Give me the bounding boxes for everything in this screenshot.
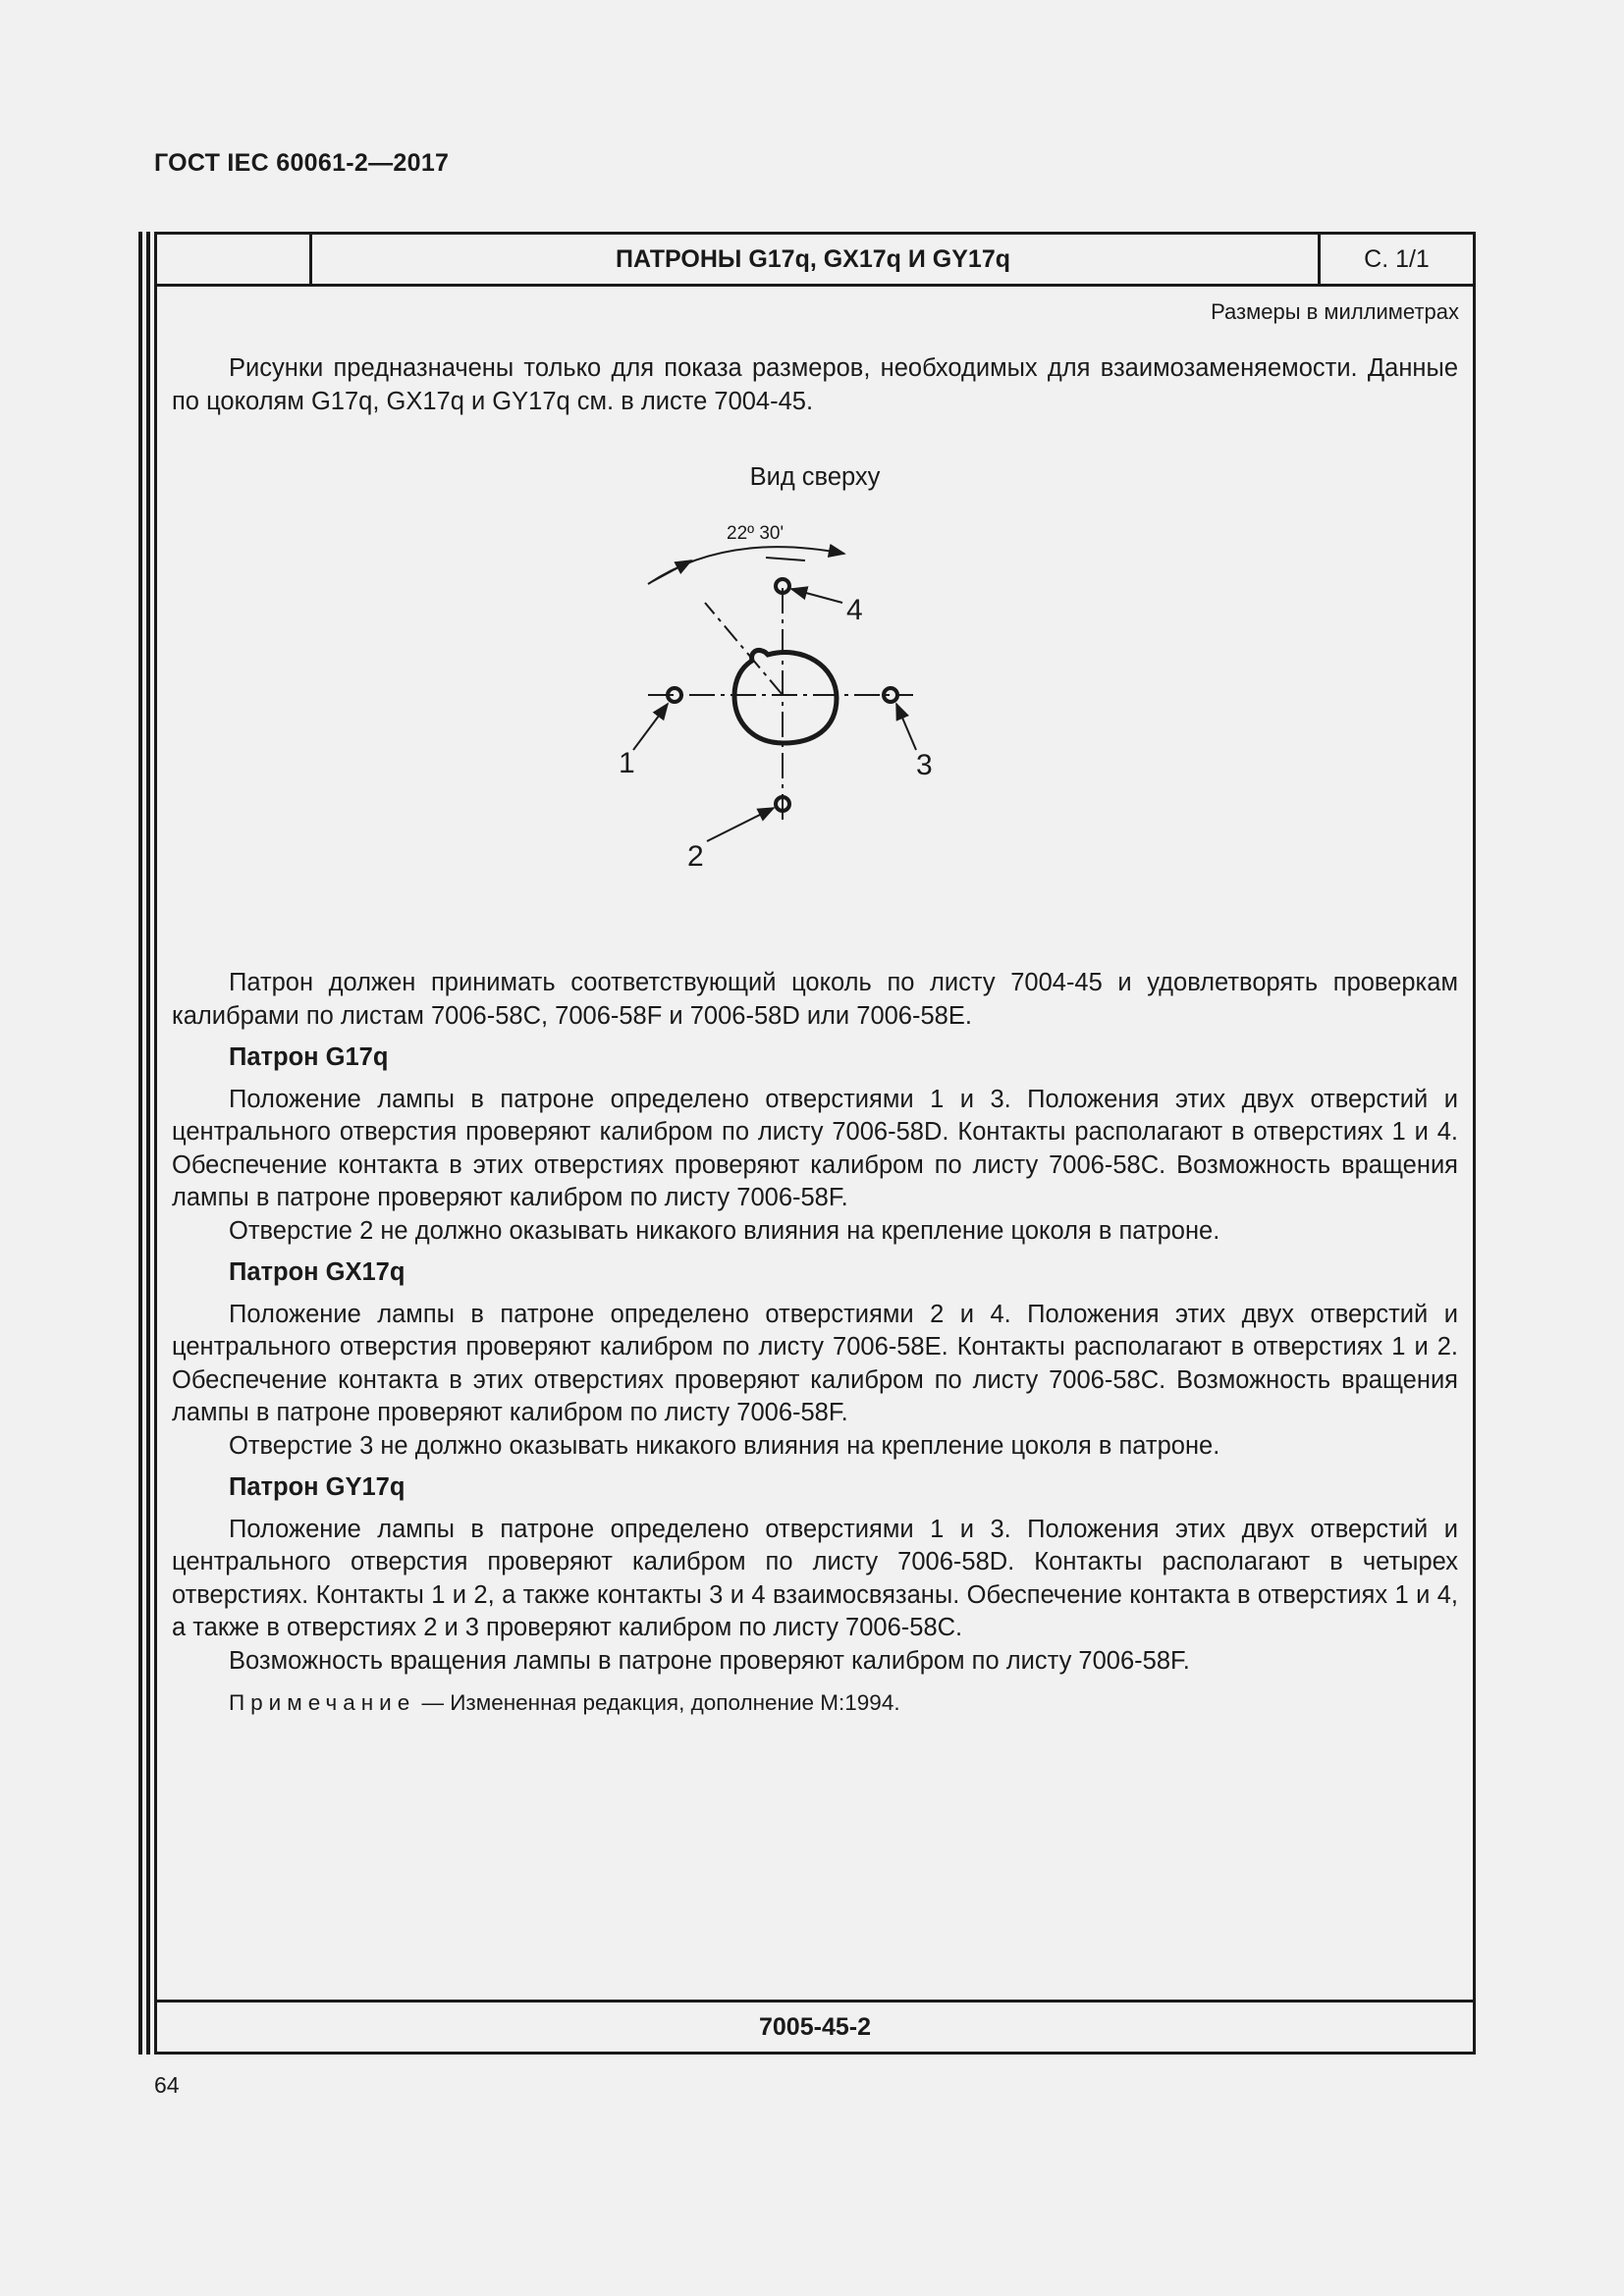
- note-label: Примечание: [229, 1690, 416, 1715]
- hole-label-4: 4: [846, 594, 863, 626]
- margin-bar-outer: [138, 232, 142, 2055]
- leader-2: [707, 808, 774, 841]
- units-note: Размеры в миллиметрах: [1211, 299, 1459, 324]
- intro-paragraph: Рисунки предназначены только для показа размеров, необходимых для взаимозаменяемости. Данные по цоколям G17q, GX17q и GY17q см. в листе 7004-45.: [172, 354, 1458, 415]
- leader-1: [633, 704, 668, 750]
- angle-dimension-arc: [648, 547, 844, 584]
- section-heading-g17q: Патрон G17q: [229, 1043, 389, 1071]
- hole-label-3: 3: [916, 749, 933, 781]
- sheet-header-empty-cell: [157, 235, 312, 284]
- sheet-title: ПАТРОНЫ G17q, GX17q И GY17q: [616, 245, 1010, 273]
- angle-arrow-left: [653, 561, 691, 581]
- sheet-frame: [154, 232, 1476, 2055]
- section-gy17q-paragraph-1: Положение лампы в патроне определено отверстиями 1 и 3. Положения этих двух отверстий и центрального отверстия проверяют калибром по листу 7006-58D. Контакты располагают в четырех отверстиях. Контакты 1 и 2, а также контакты 3 и 4 взаимосвязаны. Обеспечение контакта в отверстиях 1 и 4, а также в отверстиях 2 и 3 проверяют калибром по листу 7006-58C.: [172, 1515, 1458, 1641]
- angle-arrow-right: [766, 558, 805, 561]
- requirements-block: [172, 967, 1458, 1720]
- note: [172, 1686, 1458, 1720]
- angle-reference-line: [705, 603, 783, 695]
- sheet-code: 7005-45-2: [157, 2000, 1473, 2052]
- section-g17q-paragraph-1: Положение лампы в патроне определено отверстиями 1 и 3. Положения этих двух отверстий и центрального отверстия проверяют калибром по листу 7006-58D. Контакты располагают в отверстиях 1 и 4. Обеспечение контакта в этих отверстиях проверяют калибром по листу 7006-58C. Возможность вращения лампы в патроне проверяют калибром по листу 7006-58F.: [172, 1085, 1458, 1211]
- angle-label: 22º 30': [727, 523, 785, 544]
- hole-label-2: 2: [687, 840, 704, 873]
- leader-4: [791, 589, 842, 603]
- note-text: — Измененная редакция, дополнение М:1994.: [421, 1690, 900, 1715]
- section-gx17q-paragraph-1: Положение лампы в патроне определено отверстиями 2 и 4. Положения этих двух отверстий и центрального отверстия проверяют калибром по листу 7006-58E. Контакты располагают в отверстиях 1 и 2. Обеспечение контакта в этих отверстиях проверяют калибром по листу 7006-58C. Возможность вращения лампы в патроне проверяют калибром по листу 7006-58F.: [172, 1300, 1458, 1426]
- section-gx17q-paragraph-2: Отверстие 3 не должно оказывать никакого влияния на крепление цоколя в патроне.: [229, 1431, 1220, 1460]
- sheet-header-row: [157, 235, 1473, 287]
- section-heading-gy17q: Патрон GY17q: [229, 1473, 406, 1501]
- general-requirement-paragraph: Патрон должен принимать соответствующий цоколь по листу 7004-45 и удовлетворять проверкам калибрами по листам 7006-58C, 7006-58F и 7006-58D или 7006-58E.: [172, 969, 1458, 1030]
- page-number: 64: [154, 2072, 180, 2098]
- hole-label-1: 1: [619, 747, 635, 779]
- sheet-page-indicator: С. 1/1: [1318, 235, 1473, 284]
- section-g17q-paragraph-2: Отверстие 2 не должно оказывать никакого влияния на крепление цоколя в патроне.: [229, 1216, 1220, 1245]
- top-view-figure: [619, 509, 992, 907]
- intro-block: [172, 352, 1458, 418]
- leader-3: [896, 704, 916, 750]
- document-header: ГОСТ IEC 60061-2—2017: [154, 149, 450, 177]
- margin-bar-inner: [146, 232, 150, 2055]
- center-hole: [734, 650, 837, 743]
- socket-top-view-drawing: [619, 509, 992, 902]
- figure-caption: Вид сверху: [749, 463, 881, 491]
- section-heading-gx17q: Патрон GX17q: [229, 1258, 406, 1286]
- section-gy17q-paragraph-2: Возможность вращения лампы в патроне проверяют калибром по листу 7006-58F.: [229, 1646, 1190, 1675]
